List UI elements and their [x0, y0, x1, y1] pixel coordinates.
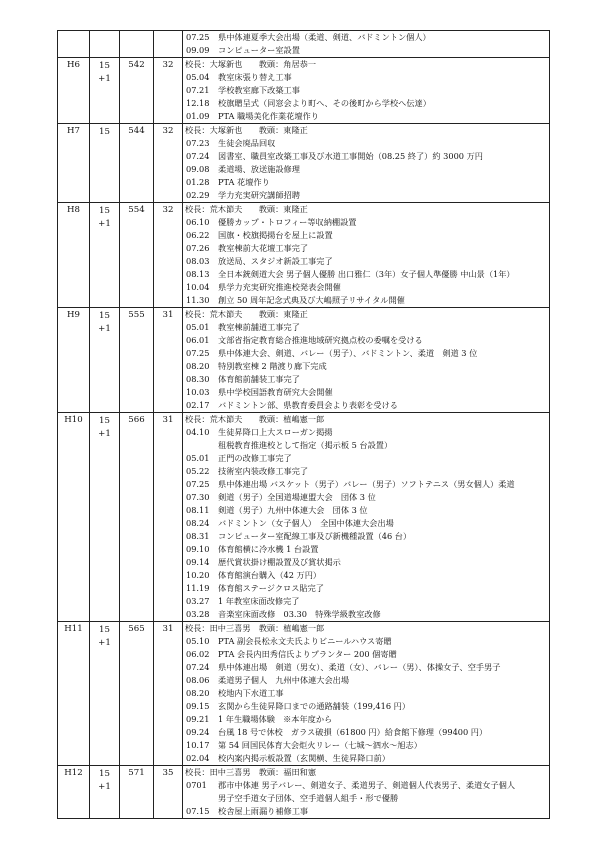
year-cell-text: H8 [67, 205, 80, 215]
event-date: 06.22 [186, 230, 210, 240]
event-date: 07.15 [186, 806, 210, 816]
year-row [58, 622, 550, 766]
event-text: 第 54 回国民体育大会炬火リレー（七城〜泗水〜旭志） [218, 740, 422, 750]
year-cell-text: H12 [64, 768, 83, 778]
event-date: 03.27 [186, 596, 210, 606]
staff-count-cell [154, 58, 183, 124]
event-text: 学校教室廊下改築工事 [218, 85, 300, 95]
event-text: 技術室内装改修工事完了 [218, 466, 309, 476]
event-line [185, 687, 549, 700]
event-line [185, 713, 549, 726]
year-cell [58, 413, 90, 622]
event-date: 07.25 [186, 479, 210, 489]
student-count-cell-text: 565 [128, 624, 145, 634]
staff-count-cell [154, 124, 183, 203]
event-line [185, 347, 549, 360]
class-count-cell-text: +1 [98, 638, 111, 648]
student-count-cell [120, 413, 154, 622]
class-count-cell [90, 622, 120, 766]
event-text: 放送局、スタジオ新設工事完了 [218, 256, 333, 266]
event-text: PTA 職場美化作業花壇作り [218, 111, 319, 121]
year-cell [58, 124, 90, 203]
event-date: 05.10 [186, 636, 210, 646]
event-text: 歴代賞状掛け棚設置及び賞状掲示 [218, 557, 341, 567]
staff-count-cell-text: 31 [162, 624, 174, 634]
event-text: 台風 18 号で休校 ガラス破損（61800 円）給食館下修理（99400 円） [218, 727, 488, 737]
student-count-cell [120, 203, 154, 308]
event-line [185, 739, 549, 752]
student-count-cell [120, 124, 154, 203]
event-line [185, 595, 549, 608]
class-count-cell-text: 15 [99, 769, 110, 779]
event-text: PTA 会長内田秀信氏よりプランター 200 個寄贈 [218, 649, 397, 659]
staff-count-cell-text: 32 [162, 126, 174, 136]
event-line [185, 84, 549, 97]
event-date: 08.06 [186, 675, 210, 685]
year-cell [58, 203, 90, 308]
history-table-grid [57, 30, 550, 819]
principal-header: 校長：大塚新也 教頭：角居恭一 [185, 59, 317, 69]
event-date: 08.30 [186, 374, 210, 384]
class-count-cell-text: +1 [98, 429, 111, 439]
event-date: 07.23 [186, 138, 210, 148]
events-cell [183, 622, 550, 766]
event-line [185, 268, 549, 281]
event-date: 07.26 [186, 243, 210, 253]
event-date: 02.29 [186, 190, 210, 200]
class-count-cell [90, 203, 120, 308]
event-line [185, 491, 549, 504]
student-count-cell-text: 542 [128, 60, 145, 70]
event-text: 文部省指定教育総合推進地域研究拠点校の委嘱を受ける [218, 335, 423, 345]
student-count-cell-text: 544 [128, 126, 145, 136]
event-text: 県中学校国語教育研究大会開催 [218, 387, 333, 397]
event-date: 07.21 [186, 85, 210, 95]
class-count-cell [90, 124, 120, 203]
event-date: 02.17 [186, 400, 210, 410]
staff-count-cell [154, 203, 183, 308]
event-date: 11.30 [186, 295, 210, 305]
event-line [185, 281, 549, 294]
event-line [185, 31, 549, 44]
class-count-cell-text: 15 [99, 416, 110, 426]
year-cell-text: H6 [67, 60, 80, 70]
event-date: 09.14 [186, 557, 210, 567]
history-table [57, 30, 550, 819]
year-cell-text: H11 [64, 624, 83, 634]
event-text: コンピューター室配線工事及び新機種設置（46 台） [218, 531, 412, 541]
event-date: 05.04 [186, 72, 210, 82]
event-line [185, 334, 549, 347]
event-date: 05.22 [186, 466, 210, 476]
student-count-cell-text: 571 [128, 768, 145, 778]
year-cell-text: H10 [64, 415, 83, 425]
class-count-cell-text: +1 [98, 219, 111, 229]
event-line [185, 661, 549, 674]
event-line [185, 321, 549, 334]
student-count-cell [120, 622, 154, 766]
event-text: 優勝カップ・トロフィー等収納棚設置 [218, 217, 357, 227]
event-date: 09.15 [186, 701, 210, 711]
event-date: 0701 [186, 780, 207, 790]
event-line [185, 478, 549, 491]
event-text: 体育館横に冷水機 1 台設置 [218, 544, 319, 554]
staff-count-cell [154, 31, 183, 58]
student-count-cell-text: 566 [128, 415, 145, 425]
event-text: 郡市中体連 男子バレー、剣道女子、柔道男子、剣道個人代表男子、柔道女子個人 [218, 780, 516, 790]
event-date: 10.03 [186, 387, 210, 397]
event-text: 1 年教室床面改修完了 [218, 596, 300, 606]
event-date: 09.08 [186, 164, 210, 174]
event-line [185, 426, 549, 439]
event-date: 04.10 [186, 427, 210, 437]
student-count-cell-text: 554 [128, 205, 145, 215]
event-line [185, 255, 549, 268]
year-row [58, 413, 550, 622]
event-text: 剣道（男子）全国道場連盟大会 団体 3 位 [218, 492, 376, 502]
event-line [185, 399, 549, 412]
event-text: 体育館演台購入（42 万円） [218, 570, 322, 580]
event-line [185, 635, 549, 648]
event-date: 12.18 [186, 98, 210, 108]
event-text: 玄関から生徒昇降口までの通路舗装（199,416 円） [218, 701, 411, 711]
event-text: 教室床張り替え工事 [218, 72, 292, 82]
event-text: 国旗・校旗掲揚台を屋上に設置 [218, 230, 333, 240]
event-line [185, 163, 549, 176]
event-line [185, 674, 549, 687]
event-date: 08.11 [186, 505, 210, 515]
class-count-cell [90, 766, 120, 819]
event-date: 06.02 [186, 649, 210, 659]
event-date: 09.10 [186, 544, 210, 554]
staff-count-cell [154, 308, 183, 413]
event-text: 剣道（男子）九州中体連大会 団体 3 位 [218, 505, 368, 515]
principal-header: 校長：大塚新也 教頭：東隆正 [185, 125, 308, 135]
staff-count-cell [154, 413, 183, 622]
event-line [185, 137, 549, 150]
event-date: 03.28 [186, 609, 210, 619]
event-date: 05.01 [186, 322, 210, 332]
class-count-cell-text: 15 [99, 311, 110, 321]
year-cell-text: H9 [67, 310, 80, 320]
student-count-cell [120, 58, 154, 124]
event-text: 創立 50 周年記念式典及び大嶋照子リサイタル開催 [218, 295, 405, 305]
staff-count-cell-text: 35 [162, 768, 174, 778]
events-cell [183, 766, 550, 819]
event-text: 校地内下水道工事 [218, 688, 284, 698]
event-line [185, 543, 549, 556]
event-text: 男子空手道女子団体、空手道個人組手・形で優勝 [218, 793, 399, 803]
event-text: 柔道男子個人 九州中体連大会出場 [218, 675, 350, 685]
event-line [185, 294, 549, 307]
class-count-cell [90, 31, 120, 58]
year-cell-text: H7 [67, 126, 80, 136]
event-text: 生徒昇降口上大スローガン掲揚 [218, 427, 333, 437]
principal-header: 校長：田中三喜男 教頭：植嶋憲一郎 [185, 623, 325, 633]
class-count-cell-text: 15 [99, 61, 110, 71]
student-count-cell [120, 31, 154, 58]
event-date: 09.09 [186, 45, 210, 55]
event-date: 09.21 [186, 714, 210, 724]
event-text: 全日本銃剣道大会 男子個人優勝 出口雅仁（3年）女子個人準優勝 中山景（1年） [218, 269, 515, 279]
event-line [185, 465, 549, 478]
events-cell [183, 308, 550, 413]
class-count-cell-text: +1 [98, 324, 111, 334]
event-text: 租税教育推進校として指定（掲示板 5 台設置） [218, 440, 393, 450]
student-count-cell-text: 555 [128, 310, 145, 320]
event-date: 08.24 [186, 518, 210, 528]
event-line [185, 439, 549, 452]
event-date: 01.09 [186, 111, 210, 121]
event-date: 08.20 [186, 361, 210, 371]
class-count-cell [90, 58, 120, 124]
events-cell [183, 31, 550, 58]
events-cell [183, 203, 550, 308]
event-text: 音楽室床面改修 03.30 特殊学級教室改修 [218, 609, 381, 619]
event-date: 02.04 [186, 753, 210, 763]
event-text: 体育館ステージクロス貼完了 [218, 583, 324, 593]
event-line [185, 71, 549, 84]
event-line [185, 792, 549, 805]
year-row [58, 58, 550, 124]
staff-count-cell [154, 766, 183, 819]
event-text: 県中体連大会、剣道、バレー（男子）、バドミントン、柔道 剣道 3 位 [218, 348, 478, 358]
event-date: 09.24 [186, 727, 210, 737]
event-date: 07.25 [186, 32, 210, 42]
year-row [58, 766, 550, 819]
event-line [185, 700, 549, 713]
event-line [185, 569, 549, 582]
event-text: 正門の改修工事完了 [218, 453, 292, 463]
year-cell [58, 58, 90, 124]
event-text: 特別教室棟 2 階渡り廊下完成 [218, 361, 327, 371]
event-text: 1 年生職場体験 ※本年度から [218, 714, 333, 724]
student-count-cell [120, 308, 154, 413]
event-line [185, 360, 549, 373]
event-text: 教室棟前大花壇工事完了 [218, 243, 309, 253]
event-line [185, 556, 549, 569]
event-date: 07.25 [186, 348, 210, 358]
event-line [185, 176, 549, 189]
event-text: コンピューター室設置 [218, 45, 300, 55]
event-text: 県学力充実研究推進校発表会開催 [218, 282, 341, 292]
event-line [185, 110, 549, 123]
event-date: 07.24 [186, 662, 210, 672]
event-line [185, 97, 549, 110]
staff-count-cell [154, 622, 183, 766]
staff-count-cell-text: 31 [162, 310, 174, 320]
event-line [185, 582, 549, 595]
event-date: 07.24 [186, 151, 210, 161]
events-cell [183, 124, 550, 203]
event-line [185, 216, 549, 229]
event-text: 校内案内掲示板設置（玄関横、生徒昇降口前） [218, 753, 390, 763]
class-count-cell-text: +1 [98, 74, 111, 84]
event-date: 08.31 [186, 531, 210, 541]
event-text: 教室棟前舗道工事完了 [218, 322, 300, 332]
event-line [185, 752, 549, 765]
event-line [185, 517, 549, 530]
event-date: 08.20 [186, 688, 210, 698]
year-cell [58, 308, 90, 413]
event-text: 県中体連夏季大会出場（柔道、剣道、バドミントン個人） [218, 32, 431, 42]
year-row [58, 308, 550, 413]
event-line [185, 805, 549, 818]
class-count-cell [90, 413, 120, 622]
year-cell [58, 622, 90, 766]
staff-count-cell-text: 32 [162, 205, 174, 215]
event-line [185, 530, 549, 543]
principal-header: 校長：荒木節夫 教頭：東隆正 [185, 309, 308, 319]
event-line [185, 726, 549, 739]
staff-count-cell-text: 32 [162, 60, 174, 70]
event-line [185, 779, 549, 792]
class-count-cell-text: 15 [99, 206, 110, 216]
event-text: 生徒会廃品回収 [218, 138, 276, 148]
event-line [185, 150, 549, 163]
event-line [185, 452, 549, 465]
event-text: PTA 花壇作り [218, 177, 270, 187]
event-date: 10.04 [186, 282, 210, 292]
event-date: 06.10 [186, 217, 210, 227]
year-row [58, 203, 550, 308]
event-date: 05.01 [186, 453, 210, 463]
principal-header: 校長：荒木節夫 教頭：植嶋憲一郎 [185, 414, 325, 424]
class-count-cell [90, 308, 120, 413]
event-text: バドミントン（女子個人） 全国中体連大会出場 [218, 518, 394, 528]
class-count-cell-text: 15 [99, 127, 110, 137]
event-line [185, 386, 549, 399]
event-line [185, 44, 549, 57]
event-line [185, 504, 549, 517]
class-count-cell-text: 15 [99, 625, 110, 635]
student-count-cell [120, 766, 154, 819]
event-text: 学力充実研究講師招聘 [218, 190, 300, 200]
class-count-cell-text: +1 [98, 782, 111, 792]
year-cell [58, 766, 90, 819]
event-date: 10.20 [186, 570, 210, 580]
events-cell [183, 58, 550, 124]
event-text: 校旗贈呈式（同窓会より町へ、その後町から学校へ伝達） [218, 98, 431, 108]
events-cell [183, 413, 550, 622]
event-text: 図書室、職員室改築工事及び水道工事開始（08.25 終了）約 3000 万円 [218, 151, 483, 161]
principal-header: 校長：荒木節夫 教頭：東隆正 [185, 204, 308, 214]
event-date: 08.13 [186, 269, 210, 279]
event-date: 06.01 [186, 335, 210, 345]
event-text: バドミントン部、県教育委員会より表彰を受ける [218, 400, 398, 410]
year-row [58, 31, 550, 58]
event-text: 県中体連出場 剣道（男女）、柔道（女）、バレー（男）、体操女子、空手男子 [218, 662, 501, 672]
event-line [185, 189, 549, 202]
year-cell [58, 31, 90, 58]
event-date: 11.19 [186, 583, 210, 593]
event-text: 柔道場、放送施設修理 [218, 164, 300, 174]
event-line [185, 648, 549, 661]
event-date: 10.17 [186, 740, 210, 750]
event-text: 県中体連出場 バスケット（男子）バレー（男子）ソフトテニス（男女個人）柔道 [218, 479, 515, 489]
event-line [185, 608, 549, 621]
event-text: 体育館前舗装工事完了 [218, 374, 300, 384]
staff-count-cell-text: 31 [162, 415, 174, 425]
event-date: 08.03 [186, 256, 210, 266]
principal-header: 校長：田中三喜男 教頭：福田和憲 [185, 767, 317, 777]
event-date: 01.28 [186, 177, 210, 187]
year-row [58, 124, 550, 203]
event-line [185, 373, 549, 386]
event-text: PTA 副会長松永文夫氏よりビニールハウス寄贈 [218, 636, 392, 646]
event-line [185, 229, 549, 242]
event-text: 校舎屋上雨漏り補修工事 [218, 806, 309, 816]
event-date: 07.30 [186, 492, 210, 502]
event-line [185, 242, 549, 255]
